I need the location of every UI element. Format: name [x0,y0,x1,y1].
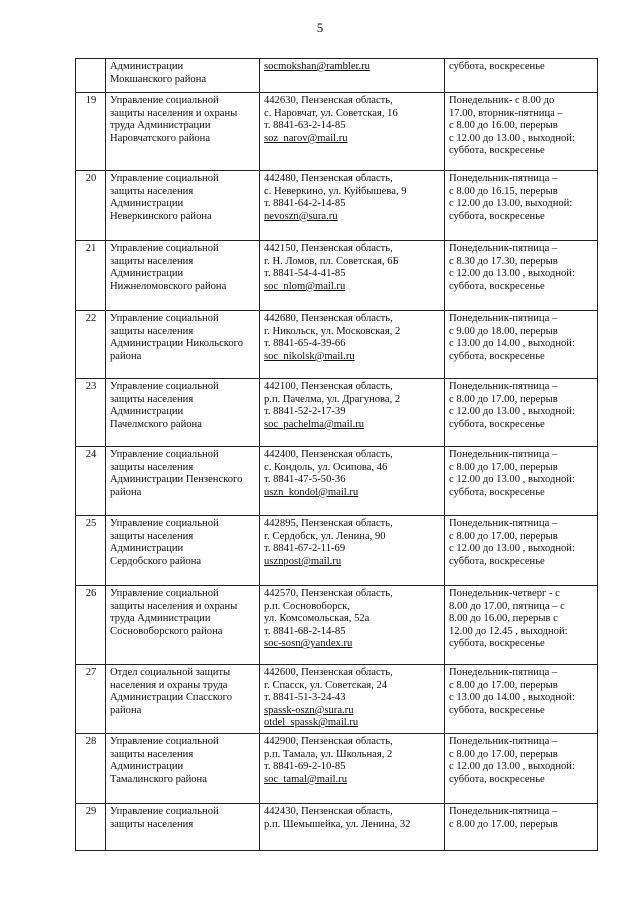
table-row [76,311,598,379]
working-hours-line: суббота, воскресенье [449,280,545,292]
working-hours-line: 8.00 до 16.00, перерыв с [449,613,558,625]
address-contacts-line: г. Спасск, ул. Советская, 24 [264,679,388,691]
working-hours [445,733,598,803]
working-hours-line: суббота, воскресенье [449,555,545,567]
working-hours-line: Понедельник-пятница – [449,381,558,392]
organization-name-line: защиты населения [110,748,194,760]
row-number: 21 [76,241,106,311]
organization-name-line: Наровчатского района [110,132,211,144]
address-contacts [260,586,445,665]
address-contacts [260,803,445,850]
organization-name-line: Тамалинского района [110,773,207,785]
row-number: 20 [76,171,106,241]
address-contacts-line: т. 8841-64-2-14-85 [264,198,346,210]
address-contacts-line: 442100, Пензенская область, [264,381,393,392]
address-contacts-line: р.п. Тамала, ул. Школьная, 2 [264,748,393,760]
working-hours-line: 12.00 до 12.45 , выходной: [449,625,568,637]
working-hours-line: суббота, воскресенье [449,210,545,222]
row-number: 27 [76,665,106,734]
table-row [76,59,598,93]
working-hours [445,516,598,586]
organization-name-line: Управление социальной [110,173,219,184]
working-hours-line: суббота, воскресенье [449,418,545,430]
organization-name-line: защиты населения [110,325,194,337]
organization-name [106,59,260,93]
organization-name [106,93,260,171]
working-hours-line: суббота, воскресенье [449,486,545,498]
address-contacts-line: 442600, Пензенская область, [264,667,393,678]
working-hours-line: Понедельник-пятница – [449,735,558,747]
email-link[interactable]: soc_nikolsk@mail.ru [264,350,355,362]
organization-name [106,311,260,379]
organization-name-line: района [110,704,142,716]
organization-name-line: Администрации [110,406,184,418]
row-number: 24 [76,447,106,516]
organization-name-line: Управление социальной [110,449,219,460]
address-contacts-line: р.п. Сосновоборск, [264,600,350,612]
address-contacts-line: 442680, Пензенская область, [264,313,393,324]
working-hours-line: Понедельник-пятница – [449,173,558,184]
address-contacts [260,93,445,171]
address-contacts-line: 442895, Пензенская область, [264,518,393,529]
address-contacts-line: т. 8841-52-2-17-39 [264,406,346,418]
organization-name-line: Управление социальной [110,381,219,392]
working-hours-line: с 8.00 до 17.00, перерыв [449,679,558,691]
table-row [76,171,598,241]
working-hours [445,93,598,171]
organization-name-line: Мокшанского района [110,73,207,85]
working-hours-line: Понедельник- с 8.00 до [449,95,555,106]
working-hours-line: с 13.00 до 14.00 , выходной: [449,692,575,704]
working-hours-line: суббота, воскресенье [449,350,545,362]
organization-name-line: труда Администрации [110,613,211,625]
row-number [76,59,106,93]
row-number: 23 [76,379,106,447]
working-hours-line: с 12.00 до 13.00 , выходной: [449,268,575,280]
working-hours-line: с 12.00 до 13.00 , выходной: [449,543,575,555]
working-hours [445,311,598,379]
email-link[interactable]: spassk-oszn@sura.ru [264,704,354,716]
working-hours-line: Понедельник-пятница – [449,313,558,324]
organization-name-line: защиты населения и охраны [110,107,238,119]
address-contacts-line: 442570, Пензенская область, [264,588,393,599]
address-contacts [260,733,445,803]
organization-name [106,241,260,311]
address-contacts [260,516,445,586]
email-link[interactable]: soc_nlom@mail.ru [264,280,346,292]
address-contacts-line: т. 8841-51-3-24-43 [264,692,346,704]
organization-name-line: защиты населения [110,530,194,542]
working-hours [445,665,598,734]
organization-name-line: района [110,486,142,498]
organization-name-line: Администрации Никольского [110,338,244,350]
working-hours-line: с 12.00 до 13.00 , выходной: [449,406,575,418]
organization-name-line: Администрации Пензенского [110,474,243,486]
social-protection-offices-table [75,58,598,851]
working-hours-line: Понедельник-пятница – [449,805,558,817]
working-hours-line: суббота, воскресенье [449,61,545,72]
working-hours-line: Понедельник-пятница – [449,518,558,529]
working-hours-line: с 12.00 до 13.00 , выходной: [449,761,575,773]
address-contacts-line: т. 8841-67-2-11-69 [264,543,346,555]
working-hours-line: суббота, воскресенье [449,638,545,650]
organization-name-line: труда Администрации [110,120,211,132]
working-hours-line: суббота, воскресенье [449,773,545,785]
organization-name-line: защиты населения [110,393,194,405]
organization-name-line: Администрации Спасского [110,692,232,704]
working-hours-line: суббота, воскресенье [449,704,545,716]
organization-name-line: района [110,350,142,362]
address-contacts-line: 442430, Пензенская область, [264,805,393,817]
organization-name-line: Управление социальной [110,735,219,747]
email-link[interactable]: soc-sosn@yandex.ru [264,638,353,650]
email-link[interactable]: uszn_kondol@mail.ru [264,486,359,498]
address-contacts [260,171,445,241]
address-contacts-line: 442400, Пензенская область, [264,449,393,460]
table-row [76,93,598,171]
working-hours [445,241,598,311]
address-contacts-line: т. 8841-68-2-14-85 [264,625,346,637]
working-hours [445,803,598,850]
organization-name-line: Администрации [110,268,184,280]
address-contacts-line: т. 8841-63-2-14-85 [264,120,346,132]
address-contacts-line: с. Кондоль, ул. Осипова, 46 [264,461,388,473]
address-contacts-line: 442630, Пензенская область, [264,95,393,106]
organization-name-line: Администрации [110,761,184,773]
organization-name-line: Сосновоборского района [110,625,223,637]
table-row [76,241,598,311]
address-contacts-line: 442480, Пензенская область, [264,173,393,184]
address-contacts-line: с. Наровчат, ул. Советская, 16 [264,107,398,119]
working-hours-line: с 8.00 до 17.00, перерыв [449,748,558,760]
page-number: 5 [316,20,324,35]
working-hours [445,59,598,93]
working-hours-line: с 8.00 до 17.00, перерыв [449,393,558,405]
working-hours-line: с 8.00 до 17.00, перерыв [449,530,558,542]
working-hours-line: Понедельник-пятница – [449,667,558,678]
working-hours-line: с 8.00 до 17.00, перерыв [449,461,558,473]
table-row [76,665,598,734]
table-body [76,59,598,851]
organization-name-line: населения и охраны труда [110,679,228,691]
organization-name-line: Управление социальной [110,805,219,817]
email-link[interactable]: usznpost@mail.ru [264,555,342,567]
working-hours-line: суббота, воскресенье [449,145,545,157]
organization-name-line: защиты населения [110,461,194,473]
organization-name [106,447,260,516]
working-hours-line: с 8.30 до 17.30, перерыв [449,255,558,267]
working-hours-line: Понедельник-пятница – [449,449,558,460]
email-link[interactable]: soc_pachelma@mail.ru [264,418,365,430]
organization-name-line: Администрации [110,198,184,210]
organization-name-line: защиты населения [110,255,194,267]
working-hours-line: Понедельник-четверг - с [449,588,560,599]
row-number: 28 [76,733,106,803]
address-contacts-line: г. Сердобск, ул. Ленина, 90 [264,530,386,542]
email-link[interactable]: soc_tamal@mail.ru [264,773,348,785]
organization-name [106,379,260,447]
address-contacts-line: т. 8841-65-4-39-66 [264,338,346,350]
organization-name-line: Управление социальной [110,95,219,106]
address-contacts-line: т. 8841-47-5-50-36 [264,474,346,486]
table-row [76,803,598,850]
working-hours [445,171,598,241]
working-hours-line: с 9.00 до 18.00, перерыв [449,325,558,337]
organization-name-line: Администрации [110,61,184,72]
table-row [76,447,598,516]
organization-name-line: Управление социальной [110,243,219,254]
organization-name-line: Пачелмского района [110,418,202,430]
organization-name-line: Управление социальной [110,518,219,529]
working-hours-line: Понедельник-пятница – [449,243,558,254]
address-contacts [260,311,445,379]
organization-name-line: Сердобского района [110,555,202,567]
address-contacts-line: т. 8841-54-4-41-85 [264,268,346,280]
email-link[interactable]: otdel_spassk@mail.ru [264,717,359,729]
table-row [76,516,598,586]
organization-name [106,803,260,850]
organization-name [106,516,260,586]
working-hours-line: с 12.00 до 13.00 , выходной: [449,132,575,144]
working-hours [445,586,598,665]
address-contacts [260,241,445,311]
organization-name-line: защиты населения [110,185,194,197]
working-hours [445,379,598,447]
row-number: 26 [76,586,106,665]
address-contacts-line: ул. Комсомольская, 52а [264,613,370,625]
row-number: 25 [76,516,106,586]
organization-name-line: защиты населения и охраны [110,600,238,612]
address-contacts [260,447,445,516]
working-hours-line: 17.00, вторник-пятница – [449,107,563,119]
address-contacts [260,379,445,447]
working-hours-line: 8.00 до 17.00, пятница – с [449,600,565,612]
working-hours-line: с 12.00 до 13.00 , выходной: [449,474,575,486]
row-number: 19 [76,93,106,171]
address-contacts-line: 442900, Пензенская область, [264,735,393,747]
table-row [76,379,598,447]
address-contacts-line: г. Никольск, ул. Московская, 2 [264,325,401,337]
organization-name-line: Управление социальной [110,588,219,599]
row-number: 22 [76,311,106,379]
organization-name-line: Управление социальной [110,313,219,324]
row-number: 29 [76,803,106,850]
address-contacts [260,665,445,734]
address-contacts-line: с. Неверкино, ул. Куйбышева, 9 [264,185,407,197]
address-contacts [260,59,445,93]
working-hours-line: с 8.00 до 16.00, перерыв [449,120,558,132]
organization-name [106,171,260,241]
address-contacts-line: г. Н. Ломов, пл. Советская, 6Б [264,255,399,267]
working-hours-line: с 8.00 до 16.15, перерыв [449,185,558,197]
address-contacts-line: р.п. Пачелма, ул. Драгунова, 2 [264,393,401,405]
address-contacts-line: 442150, Пензенская область, [264,243,393,254]
email-link[interactable]: socmokshan@rambler.ru [264,61,370,72]
organization-name-line: Администрации [110,543,184,555]
working-hours-line: с 8.00 до 17.00, перерыв [449,818,558,830]
address-contacts-line: р.п. Шемышейка, ул. Ленина, 32 [264,818,411,830]
organization-name-line: Отдел социальной защиты [110,667,231,678]
address-contacts-line: т. 8841-69-2-10-85 [264,761,346,773]
organization-name [106,733,260,803]
organization-name [106,586,260,665]
organization-name-line: Неверкинского района [110,210,212,222]
working-hours-line: с 13.00 до 14.00 , выходной: [449,338,575,350]
working-hours [445,447,598,516]
email-link[interactable]: nevoszn@sura.ru [264,210,338,222]
organization-name-line: защиты населения [110,818,194,830]
working-hours-line: с 12.00 до 13.00, выходной: [449,198,573,210]
organization-name-line: Нижнеломовского района [110,280,227,292]
table-row [76,586,598,665]
table-row [76,733,598,803]
organization-name [106,665,260,734]
email-link[interactable]: soz_narov@mail.ru [264,132,348,144]
